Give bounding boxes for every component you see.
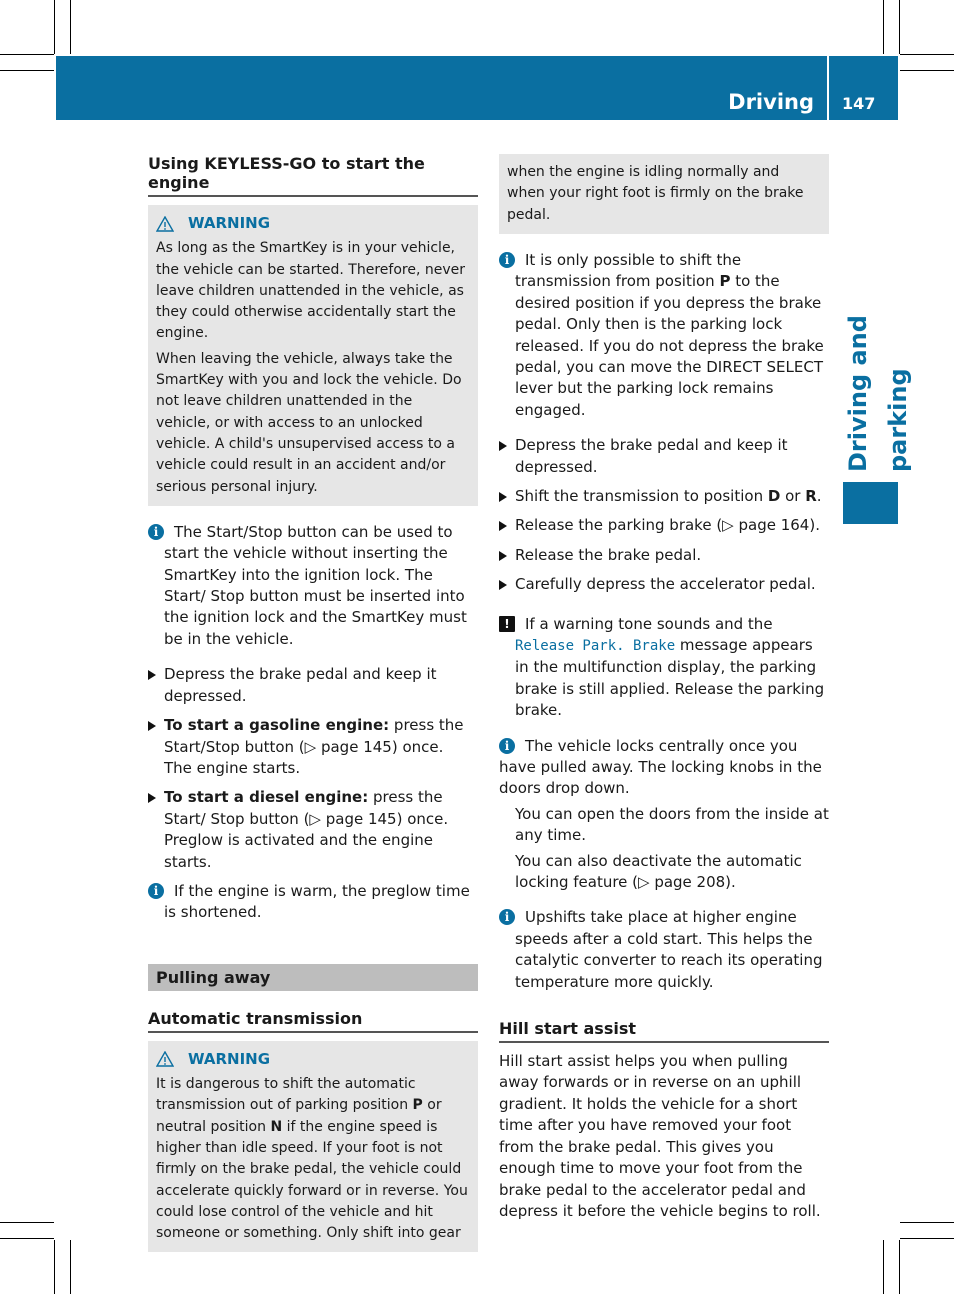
info-note bbox=[499, 250, 829, 421]
warning-triangle-icon bbox=[156, 216, 174, 232]
step-result: Preglow is activated and the engine starts. bbox=[164, 831, 433, 871]
crop-mark bbox=[0, 70, 54, 71]
step-text: Depress the brake pedal and keep it depressed. bbox=[164, 665, 437, 705]
info-text: It is only possible to shift the transmission from position P to the desired position if you depress the brake pedal. Only then is the parking lock released. If you do not depress the brake pedal, you can move the DIRECT SELECT lever but the parking lock remains engaged. bbox=[515, 250, 824, 419]
info-text: Upshifts take place at higher engine speeds after a cold start. This helps the catalytic converter to reach its operating temperature more quickly. bbox=[515, 908, 823, 991]
crop-mark bbox=[900, 70, 954, 71]
body-paragraph: Hill start assist helps you when pulling away forwards or in reverse on an uphill gradient. It holds the vehicle for a short time after you have removed your foot from the brake pedal. This gives you enough time to move your foot from the brake pedal to the accelerator pedal and depress it before the vehicle begins to roll. bbox=[499, 1052, 821, 1220]
right-column bbox=[499, 154, 829, 1222]
info-icon: i bbox=[499, 909, 515, 925]
step-arrow-icon bbox=[499, 492, 507, 502]
crop-mark bbox=[900, 54, 954, 55]
info-note bbox=[499, 736, 829, 894]
crop-mark bbox=[0, 54, 54, 55]
info-text: The vehicle locks centrally once you have pulled away. The locking knobs in the doors drop down. bbox=[499, 736, 822, 798]
left-column bbox=[148, 150, 478, 1252]
step-arrow-icon bbox=[499, 441, 507, 451]
crop-mark bbox=[54, 0, 55, 54]
instruction-step bbox=[499, 515, 829, 536]
warning-title: WARNING bbox=[188, 214, 271, 232]
step-text: Depress the brake pedal and keep it depressed. bbox=[515, 436, 788, 476]
instruction-step bbox=[148, 787, 478, 873]
info-icon: i bbox=[148, 883, 164, 899]
page-number: 147 bbox=[842, 94, 876, 113]
crop-mark bbox=[0, 1238, 54, 1239]
step-text: press the Start/ Stop button (▷ page 145) once. bbox=[164, 788, 449, 828]
header-divider bbox=[827, 56, 829, 120]
step-label: To start a gasoline engine: bbox=[164, 716, 390, 735]
caution-text: If a warning tone sounds and the Release Park. Brake message appears in the multifunction display, the parking brake is still applied. Release the parking brake. bbox=[515, 614, 825, 720]
crop-mark bbox=[900, 1238, 954, 1239]
info-icon: i bbox=[499, 252, 515, 268]
chapter-side-tab: Driving and parking bbox=[844, 315, 912, 472]
info-note bbox=[499, 907, 829, 993]
heading-automatic-transmission: Automatic transmission bbox=[148, 1005, 478, 1033]
info-text: You can also deactivate the automatic locking feature (▷ page 208). bbox=[515, 851, 802, 892]
step-arrow-icon bbox=[499, 521, 507, 531]
instruction-step bbox=[148, 664, 478, 707]
info-text: You can open the doors from the inside at any time. bbox=[515, 804, 829, 845]
crop-mark bbox=[883, 1240, 884, 1294]
warning-box bbox=[148, 1041, 478, 1253]
step-text: Release the brake pedal. bbox=[515, 545, 702, 564]
instruction-step bbox=[499, 435, 829, 478]
step-arrow-icon bbox=[148, 721, 156, 731]
crop-mark bbox=[899, 0, 900, 54]
warning-text: It is dangerous to shift the automatic transmission out of parking position P or neutral position N if the engine speed is higher than idle speed. If your foot is not firmly on the brake pedal, the vehicle could accelerate quickly forward or in reverse. You could lose control of the vehicle and hit someone or something. Only shift into gear bbox=[156, 1076, 468, 1242]
chapter-tab-marker bbox=[843, 482, 898, 524]
header-section-title: Driving bbox=[728, 90, 814, 114]
step-text: Carefully depress the accelerator pedal. bbox=[515, 575, 816, 594]
warning-box-continued bbox=[499, 154, 829, 234]
info-note bbox=[148, 522, 478, 650]
step-result: The engine starts. bbox=[164, 758, 301, 777]
step-arrow-icon bbox=[499, 551, 507, 561]
step-label: To start a diesel engine: bbox=[164, 788, 369, 807]
info-note bbox=[148, 881, 478, 924]
crop-mark bbox=[70, 1240, 71, 1294]
instruction-step bbox=[148, 715, 478, 779]
info-text: If the engine is warm, the preglow time is shortened. bbox=[164, 881, 470, 922]
step-text: Release the parking brake (▷ page 164). bbox=[515, 516, 820, 535]
info-text: The Start/Stop button can be used to start the vehicle without inserting the SmartKey into the ignition lock. The Start/ Stop button must be inserted into the ignition lock and the SmartKey must be in the vehicle. bbox=[164, 522, 467, 648]
warning-title: WARNING bbox=[188, 1049, 271, 1068]
crop-mark bbox=[70, 0, 71, 54]
warning-text: As long as the SmartKey is in your vehicle, the vehicle can be started. Therefore, never leave children unattended in the vehicle, as they could otherwise accidentally start the engine. bbox=[156, 240, 465, 342]
crop-mark bbox=[54, 1240, 55, 1294]
crop-mark bbox=[883, 0, 884, 54]
heading-keyless-go: Using KEYLESS-GO to start the engine bbox=[148, 150, 478, 197]
instruction-step: Shift the transmission to position D or R. bbox=[499, 486, 829, 507]
warning-triangle-icon bbox=[156, 1051, 174, 1067]
step-arrow-icon bbox=[499, 580, 507, 590]
caution-note bbox=[499, 614, 829, 722]
exclamation-icon: ! bbox=[499, 616, 515, 632]
display-message: Release Park. Brake bbox=[515, 637, 676, 654]
crop-mark bbox=[0, 1222, 54, 1223]
info-icon: i bbox=[148, 524, 164, 540]
warning-text: When leaving the vehicle, always take the SmartKey with you and lock the vehicle. Do not leave children unattended in the vehicle, or with access to an unlocked vehicle. A child's unsupervised access to a vehicle could result in an accident and/or serious personal injury. bbox=[156, 350, 462, 495]
crop-mark bbox=[900, 1222, 954, 1223]
instruction-step bbox=[499, 545, 829, 566]
instruction-step bbox=[499, 574, 829, 595]
warning-text: when the engine is idling normally and when your right foot is firmly on the brake pedal. bbox=[507, 164, 804, 223]
info-icon: i bbox=[499, 738, 515, 754]
step-arrow-icon bbox=[148, 670, 156, 680]
crop-mark bbox=[899, 1240, 900, 1294]
heading-hill-start-assist: Hill start assist bbox=[499, 1015, 829, 1043]
warning-box bbox=[148, 205, 478, 506]
page-header bbox=[56, 56, 898, 120]
step-text: press the Start/Stop button (▷ page 145) once. bbox=[164, 716, 464, 756]
step-arrow-icon bbox=[148, 793, 156, 803]
section-title-pulling-away: Pulling away bbox=[148, 964, 478, 991]
